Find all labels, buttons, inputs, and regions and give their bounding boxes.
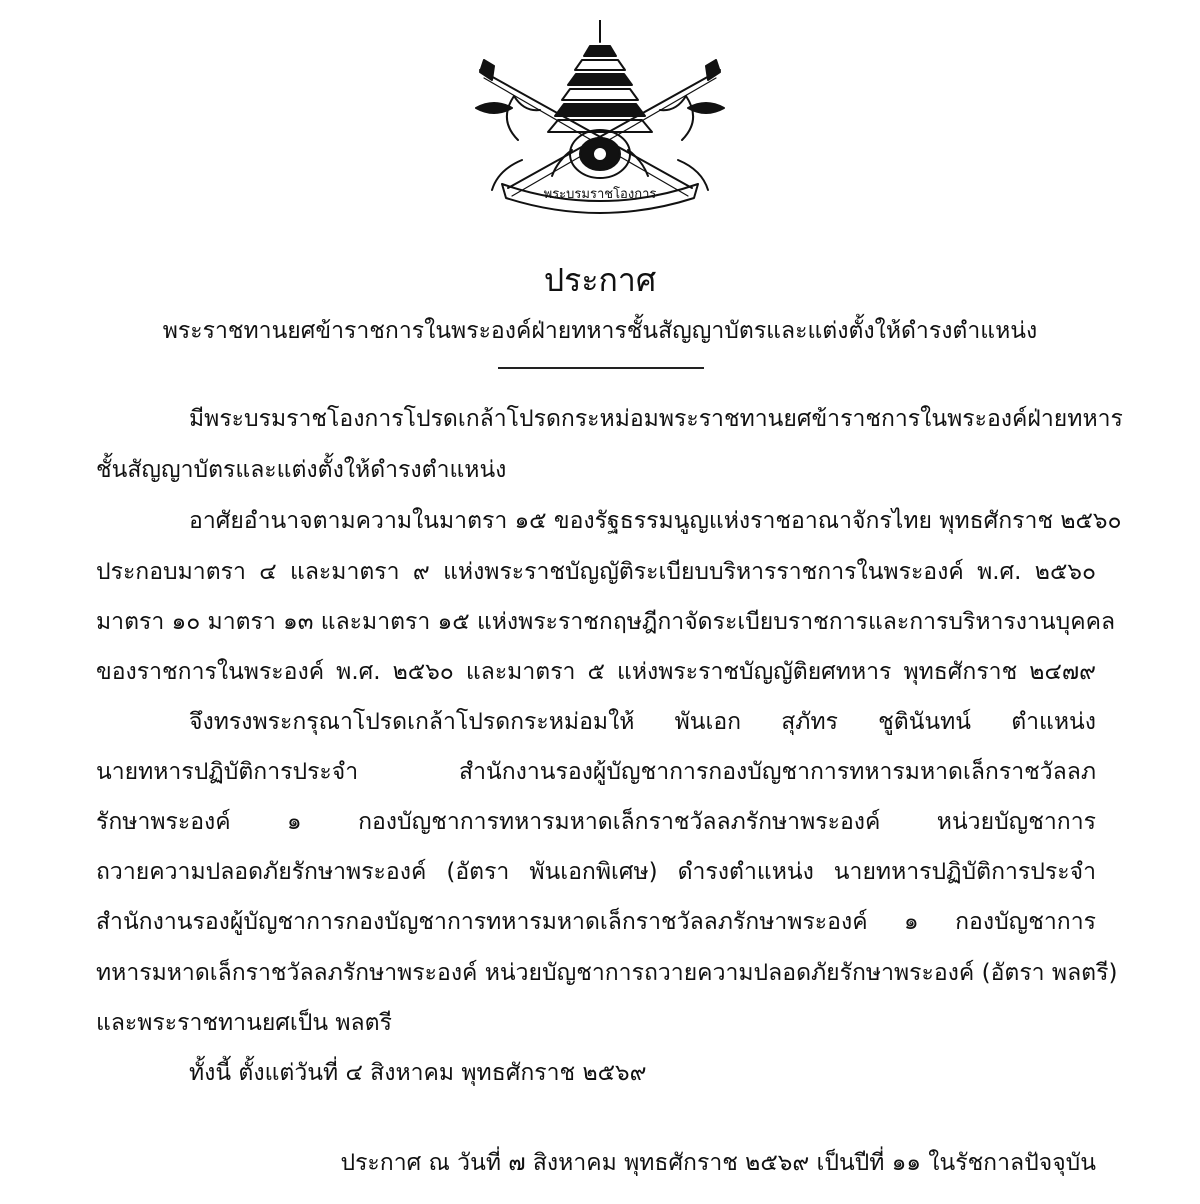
svg-text:พระบรมราชโองการ: พระบรมราชโองการ (543, 187, 657, 202)
body-line: ถวายความปลอดภัยรักษาพระองค์ (อัตรา พันเอกพิเศษ) ดำรงตำแหน่ง นายทหารปฏิบัติการประจำ (96, 859, 1096, 885)
body-line: อาศัยอำนาจตามความในมาตรา ๑๕ ของรัฐธรรมนูญแห่งราชอาณาจักรไทย พุทธศักราช ๒๕๖๐ (189, 508, 1122, 534)
body-line: ทั้งนี้ ตั้งแต่วันที่ ๔ สิงหาคม พุทธศักราช ๒๕๖๙ (189, 1060, 647, 1086)
body-line: ประกอบมาตรา ๔ และมาตรา ๙ แห่งพระราชบัญญัติระเบียบบริหารราชการในพระองค์ พ.ศ. ๒๕๖๐ (96, 559, 1096, 585)
body-line: และพระราชทานยศเป็น พลตรี (96, 1010, 392, 1036)
body-line: นายทหารปฏิบัติการประจำ สำนักงานรองผู้บัญชาการกองบัญชาการทหารมหาดเล็กราชวัลลภ (96, 759, 1096, 785)
body-line: จึงทรงพระกรุณาโปรดเกล้าโปรดกระหม่อมให้ พันเอก สุภัทร ชูตินันทน์ ตำแหน่ง (189, 709, 1096, 735)
body-line: รักษาพระองค์ ๑ กองบัญชาการทหารมหาดเล็กราชวัลลภรักษาพระองค์ หน่วยบัญชาการ (96, 809, 1096, 835)
divider (498, 367, 704, 369)
body-line: ของราชการในพระองค์ พ.ศ. ๒๕๖๐ และมาตรา ๕ แห่งพระราชบัญญัติยศทหาร พุทธศักราช ๒๔๗๙ (96, 659, 1096, 685)
body-line: ชั้นสัญญาบัตรและแต่งตั้งให้ดำรงตำแหน่ง (96, 457, 507, 483)
body-line: สำนักงานรองผู้บัญชาการกองบัญชาการทหารมหาดเล็กราชวัลลภรักษาพระองค์ ๑ กองบัญชาการ (96, 909, 1096, 935)
body-line: ทหารมหาดเล็กราชวัลลภรักษาพระองค์ หน่วยบัญชาการถวายความปลอดภัยรักษาพระองค์ (อัตรา พลตรี) (96, 960, 1118, 986)
body-line: มาตรา ๑๐ มาตรา ๑๓ และมาตรา ๑๕ แห่งพระราชกฤษฎีกาจัดระเบียบราชการและการบริหารงานบุคคล (96, 609, 1116, 635)
page-title: ประกาศ (543, 261, 657, 299)
royal-command-seal-icon (462, 20, 738, 220)
closing-statement: ประกาศ ณ วันที่ ๗ สิงหาคม พุทธศักราช ๒๕๖๙ เป็นปีที่ ๑๑ ในรัชกาลปัจจุบัน (340, 1150, 1096, 1176)
page-subtitle: พระราชทานยศข้าราชการในพระองค์ฝ่ายทหารชั้นสัญญาบัตรและแต่งตั้งให้ดำรงตำแหน่ง (162, 318, 1038, 344)
body-line: มีพระบรมราชโองการโปรดเกล้าโปรดกระหม่อมพระราชทานยศข้าราชการในพระองค์ฝ่ายทหาร (189, 406, 1123, 432)
